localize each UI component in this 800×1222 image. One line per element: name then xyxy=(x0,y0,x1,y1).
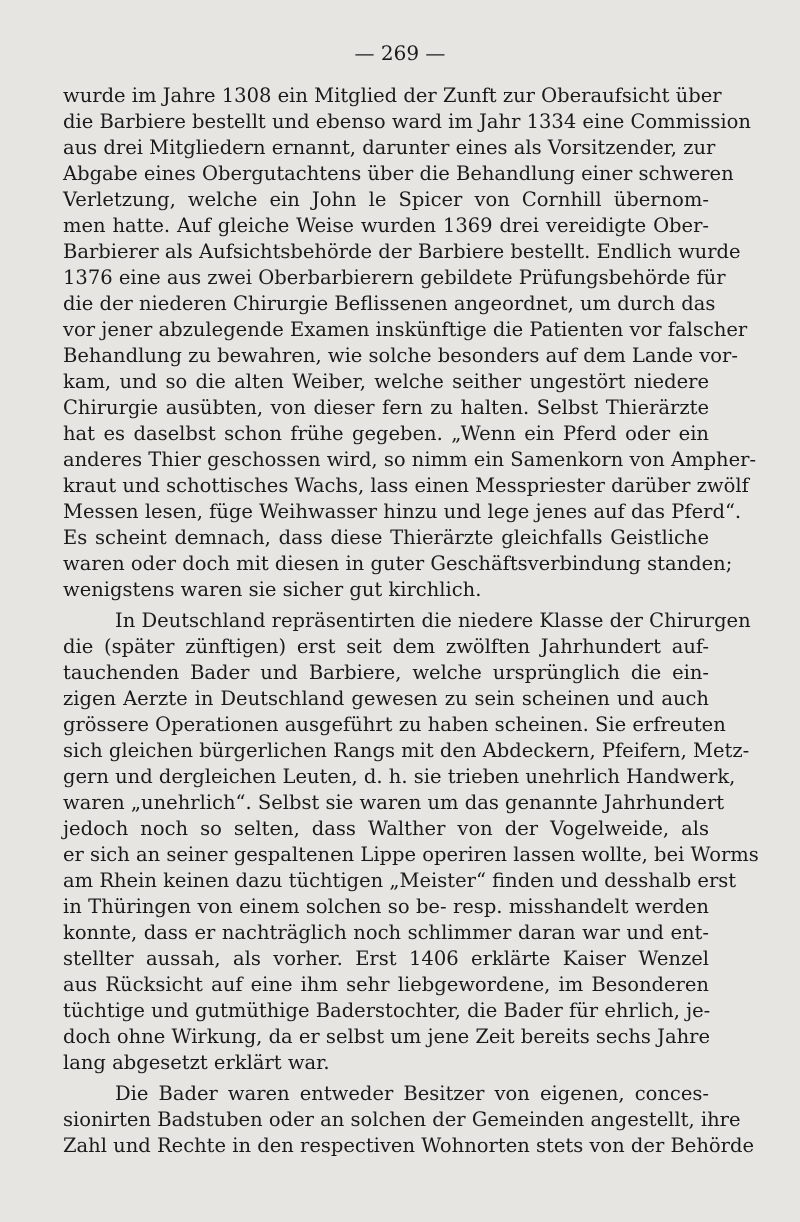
text-line: jedoch noch so selten, dass Walther von der Vogelweide, als xyxy=(63,817,709,840)
text-line: vor jener abzulegende Examen inskünftige die Patienten vor falscher xyxy=(63,318,748,341)
text-line: kam, und so die alten Weiber, welche seither ungestört niedere xyxy=(63,370,709,393)
text-line: tauchenden Bader und Barbiere, welche ursprünglich die ein- xyxy=(63,661,709,684)
text-line: konnte, dass er nachträglich noch schlimmer daran war und ent- xyxy=(63,921,709,944)
text-line: hat es daselbst schon frühe gegeben. „Wenn ein Pferd oder ein xyxy=(63,422,709,445)
text-line: men hatte. Auf gleiche Weise wurden 1369 drei vereidigte Ober- xyxy=(63,214,709,237)
text-line: Abgabe eines Obergutachtens über die Behandlung einer schweren xyxy=(63,162,734,185)
text-line: Behandlung zu bewahren, wie solche besonders auf dem Lande vor- xyxy=(63,344,738,367)
text-line: er sich an seiner gespaltenen Lippe operiren lassen wollte, bei Worms xyxy=(63,843,759,866)
text-line: doch ohne Wirkung, da er selbst um jene Zeit bereits sechs Jahre xyxy=(63,1025,710,1048)
text-line: Chirurgie ausübten, von dieser fern zu halten. Selbst Thierärzte xyxy=(63,396,709,419)
text-line: sich gleichen bürgerlichen Rangs mit den Abdeckern, Pfeifern, Metz- xyxy=(63,739,750,762)
text-line: Zahl und Rechte in den respectiven Wohnorten stets von der Behörde xyxy=(63,1134,754,1157)
text-line: wenigstens waren sie sicher gut kirchlich. xyxy=(63,578,482,601)
text-line: Es scheint demnach, dass diese Thierärzte gleichfalls Geistliche xyxy=(63,526,709,549)
text-line: kraut und schottisches Wachs, lass einen Messpriester darüber zwölf xyxy=(63,474,749,497)
text-line: sionirten Badstuben oder an solchen der Gemeinden angestellt, ihre xyxy=(63,1108,741,1131)
text-line: Barbierer als Aufsichtsbehörde der Barbiere bestellt. Endlich wurde xyxy=(63,240,741,263)
text-line: In Deutschland repräsentirten die niedere Klasse der Chirurgen xyxy=(115,609,751,632)
text-line: tüchtige und gutmüthige Baderstochter, die Bader für ehrlich, je- xyxy=(63,999,711,1022)
text-line: anderes Thier geschossen wird, so nimm ein Samenkorn von Ampher- xyxy=(63,448,757,471)
text-line: waren „unehrlich“. Selbst sie waren um das genannte Jahrhundert xyxy=(63,791,725,814)
text-line: lang abgesetzt erklärt war. xyxy=(63,1051,330,1074)
text-line: wurde im Jahre 1308 ein Mitglied der Zunft zur Oberaufsicht über xyxy=(63,84,722,107)
text-line: grössere Operationen ausgeführt zu haben scheinen. Sie erfreuten xyxy=(63,713,726,736)
text-line: zigen Aerzte in Deutschland gewesen zu sein scheinen und auch xyxy=(63,687,709,710)
text-line: aus Rücksicht auf eine ihm sehr liebgewordene, im Besonderen xyxy=(63,973,709,996)
text-line: aus drei Mitgliedern ernannt, darunter eines als Vorsitzender, zur xyxy=(63,136,716,159)
text-line: in Thüringen von einem solchen so be- resp. misshandelt werden xyxy=(63,895,709,918)
text-line: die Barbiere bestellt und ebenso ward im Jahr 1334 eine Commission xyxy=(63,110,751,133)
text-line: Die Bader waren entweder Besitzer von eigenen, conces- xyxy=(115,1082,709,1105)
text-line: am Rhein keinen dazu tüchtigen „Meister“ finden und desshalb erst xyxy=(63,869,737,892)
text-line: 1376 eine aus zwei Oberbarbierern gebildete Prüfungsbehörde für xyxy=(63,266,726,289)
text-line: die (später zünftigen) erst seit dem zwölften Jahrhundert auf- xyxy=(63,635,709,658)
text-line: Verletzung, welche ein John le Spicer von Cornhill übernom- xyxy=(63,188,709,211)
text-line: gern und dergleichen Leuten, d. h. sie trieben unehrlich Handwerk, xyxy=(63,765,736,788)
text-line: die der niederen Chirurgie Beflissenen angeordnet, um durch das xyxy=(63,292,716,315)
text-line: stellter aussah, als vorher. Erst 1406 erklärte Kaiser Wenzel xyxy=(63,947,709,970)
page-number: — 269 — xyxy=(354,41,446,65)
text-line: Messen lesen, füge Weihwasser hinzu und lege jenes auf das Pferd“. xyxy=(63,500,742,523)
text-line: waren oder doch mit diesen in guter Geschäftsverbindung standen; xyxy=(63,552,733,575)
